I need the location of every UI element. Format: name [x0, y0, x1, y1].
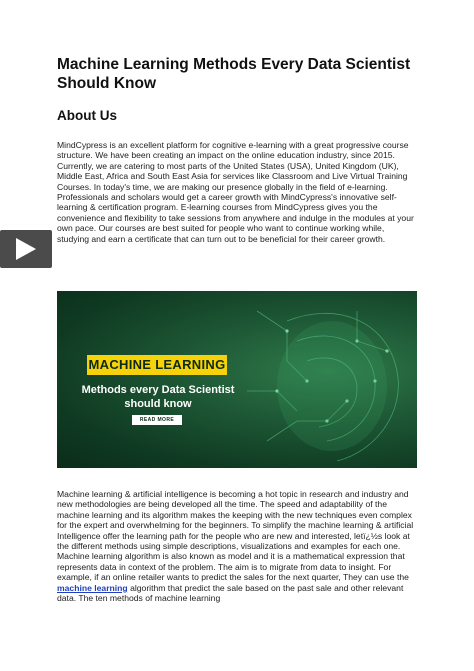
about-paragraph: MindCypress is an excellent platform for cognitive e-learning with a great progressive course structure. We have been creating an impact on the online education industry, since 2015. Currently, we are catering to most parts of the United States (USA), United Kingdom (UK), Middle East, Africa and South East Asia for services like Classroom and Live Virtual Training Courses. In today's time, we are making our presence globally in the field of e-learning. Professionals and scholars would get a career growth with MindCypress's innovative self-learning & certification program. E-learning courses from MindCypress gives you the convenience and flexibility to take sessions from anywhere and indulge in the modules at your own pace. Our courses are best suited for people who want to continue working while, studying and earn a certificate that can turn out to be beneficial for their career growth. [57, 140, 414, 244]
play-button[interactable] [0, 230, 52, 268]
banner-circuit-art [57, 291, 417, 468]
section-heading: About Us [57, 108, 117, 123]
read-more-button[interactable]: READ MORE [132, 415, 182, 425]
document-title: Machine Learning Methods Every Data Scientist Should Know [57, 56, 411, 92]
body-paragraph [57, 489, 417, 603]
machine-learning-link[interactable]: machine learning [57, 582, 128, 593]
article-banner-image [57, 291, 417, 468]
banner-title: MACHINE LEARNING [87, 355, 227, 375]
body-text-after-link: algorithm that predict the sale based on the past sale and other relevant data. The ten methods of machine learning [57, 582, 404, 604]
banner-subtitle: Methods every Data Scientist should know [81, 384, 235, 410]
body-text-before-link: Machine learning & artificial intelligence is becoming a hot topic in research and industry and new methodologies are being developed all the time. The speed and adaptability of the machine learning and its algorithm makes the keeping with the new techniques even complex for the expert and overwhelming for the beginners. To simplify the machine learning & artificial Intelligence offer the learning path for the people who are new and interested, letï¿½s look at the different methods using simple descriptions, visualizations and examples for each one. Machine learning algorithm is also known as model and it is a mathematical expression that represents data in context of the problem. The aim is to migrate from data to insight. For example, if an online retailer wants to predict the sales for the next quarter, They can use the [57, 489, 414, 583]
play-icon [16, 238, 36, 260]
